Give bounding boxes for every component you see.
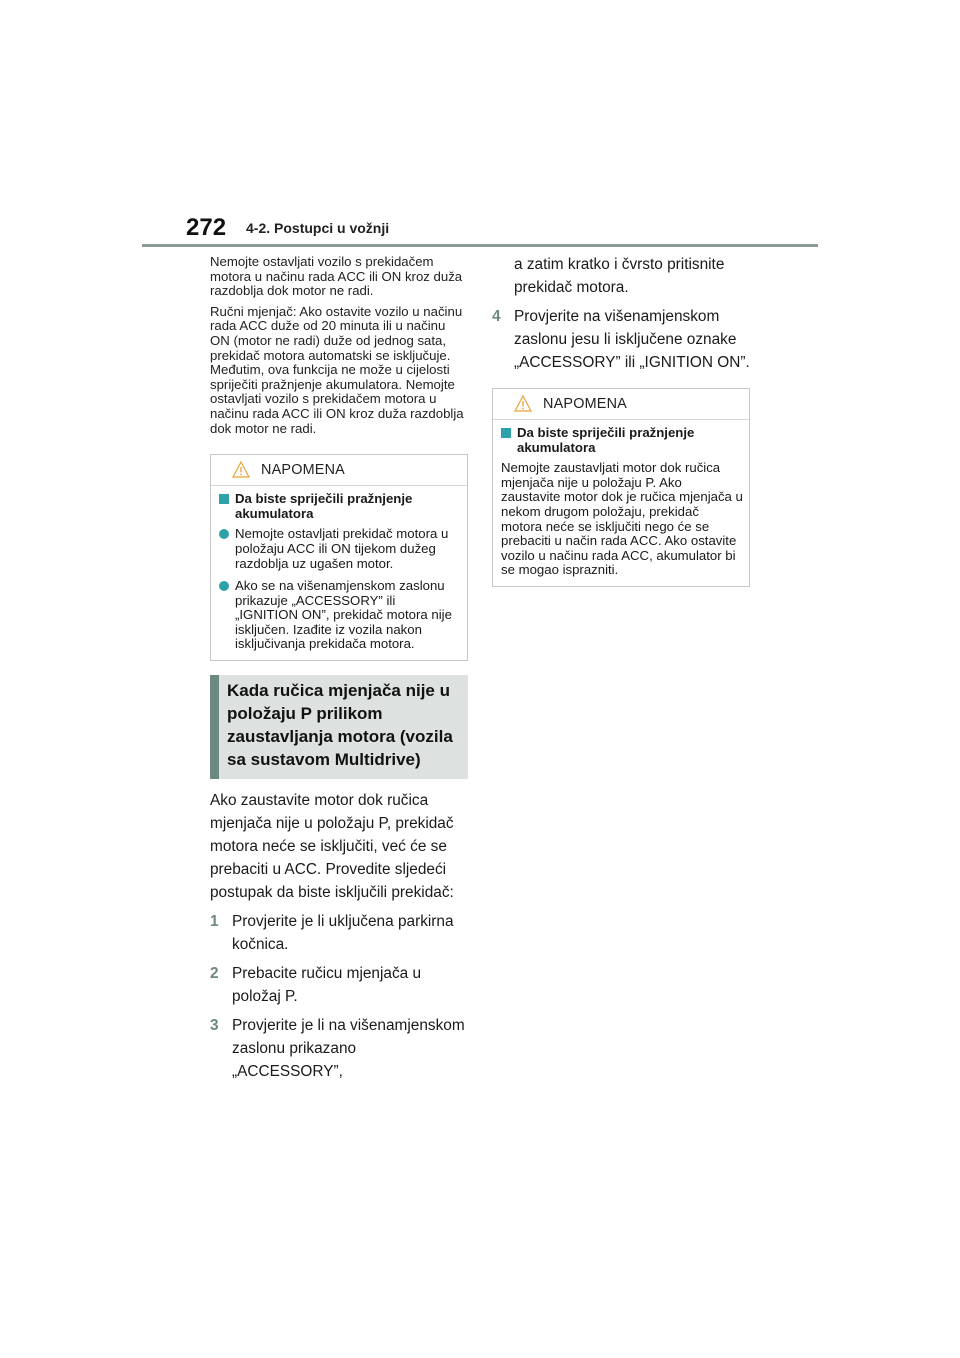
step-item [492,305,750,374]
notice-heading [501,426,743,455]
notice-bullet [219,579,461,652]
step-item [210,1014,468,1083]
section-title: 4-2. Postupci u vožnji [246,220,390,236]
step-text: Provjerite na višenamjenskom zaslonu jesu li isključene oznake „ACCESSORY” ili „IGNITION ON”. [514,308,750,371]
warning-triangle-icon [514,395,532,412]
header-divider [142,244,818,247]
right-column [492,253,750,587]
step-number: 3 [210,1017,219,1035]
notice-heading [219,492,461,521]
step-number: 4 [492,308,501,325]
page-number: 272 [186,214,227,241]
step-number: 2 [210,965,219,983]
square-bullet-icon [501,428,511,438]
heading-accent-bar [210,675,219,779]
warning-triangle-icon [232,461,250,478]
notice-bullet [219,527,461,571]
intro-paragraph: Nemojte ostavljati vozilo s prekidačem motora u načinu rada ACC ili ON kroz duža razdoblja dok motor ne radi. [210,254,463,299]
step-item [210,910,468,956]
section-heading [210,675,468,779]
section-heading-text: Kada ručica mjenjača nije u položaju P prilikom zaustavljanja motora (vozila sa sustavom Multidrive) [227,681,453,770]
step-text: Provjerite je li na višenamjenskom zaslonu prikazano „ACCESSORY”, [232,1017,465,1081]
step-text: Provjerite je li uključena parkirna kočnica. [232,913,454,954]
step-number: 1 [210,913,219,931]
notice-header [211,455,467,486]
notice-heading-text: Da biste spriječili pražnjenje akumulatora [235,491,413,521]
notice-header [493,389,749,420]
notice-bullet-text: Nemojte ostavljati prekidač motora u položaju ACC ili ON tijekom dužeg razdoblja uz ugašen motor. [235,526,449,571]
notice-text: Nemojte zaustavljati motor dok ručica mjenjača nije u položaju P. Ako zaustavite motor dok je ručica mjenjača u nekom drugom položaju, prekidač motora neće se isključiti nego će se prebaciti u način rada ACC. Ako ostavite vozilo u načinu rada ACC, akumulator bi se mogao isprazniti. [501,460,743,578]
circle-bullet-icon [219,529,229,539]
square-bullet-icon [219,494,229,504]
notice-body [211,486,467,660]
notice-label: NAPOMENA [261,462,345,479]
step-item [210,962,468,1008]
notice-bullet-text: Ako se na višenamjenskom zaslonu prikazuje „ACCESSORY” ili „IGNITION ON”, prekidač motora nije isključen. Izađite iz vozila nakon isključivanja prekidača motora. [235,578,452,652]
notice-box [210,454,468,661]
circle-bullet-icon [219,581,229,591]
notice-box [492,388,750,587]
step-continuation: a zatim kratko i čvrsto pritisnite prekidač motora. [514,256,725,296]
notice-label: NAPOMENA [543,396,627,412]
step-text: Prebacite ručicu mjenjača u položaj P. [232,965,422,1006]
body-paragraph: Ako zaustavite motor dok ručica mjenjača nije u položaju P, prekidač motora neće se isključiti, već će se prebaciti u ACC. Provedite sljedeći postupak da biste isključili prekidač: [210,792,454,902]
notice-heading-text: Da biste spriječili pražnjenje akumulatora [517,425,695,455]
manual-transmission-paragraph: Ručni mjenjač: Ako ostavite vozilo u načinu rada ACC duže od 20 minuta ili u načinu ON (motor ne radi) duže od jednog sata, prekidač motora automatski se isključuje. Međutim, ova funkcija ne može u cijelosti spriječiti pražnjenje akumulatora. Nemojte ostavljati vozilo s prekidačem motora u načinu rada ACC ili ON kroz duža razdoblja dok motor ne radi. [210,303,464,436]
left-column [210,255,468,1083]
notice-body [493,420,749,586]
